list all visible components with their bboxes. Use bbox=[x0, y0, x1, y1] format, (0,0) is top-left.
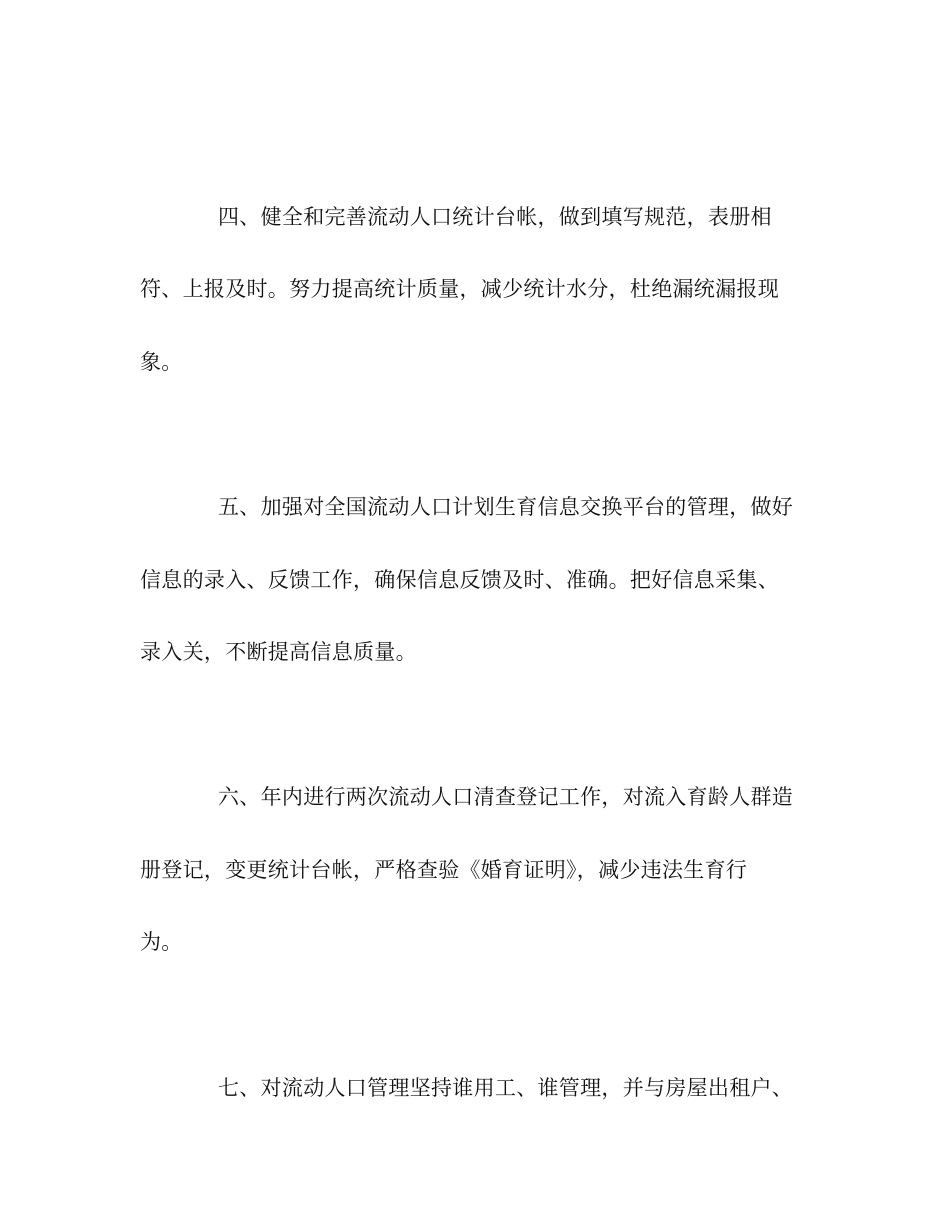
paragraph-line: 七、对流动人口管理坚持谁用工、谁管理，并与房屋出租户、 bbox=[218, 1076, 794, 1100]
paragraph-line: 六、年内进行两次流动人口清查登记工作，对流入育龄人群造 bbox=[218, 785, 794, 809]
paragraph-line: 信息的录入、反馈工作，确保信息反馈及时、准确。把好信息采集、 bbox=[140, 568, 779, 592]
paragraph-line: 象。 bbox=[140, 350, 183, 374]
paragraph-line: 符、上报及时。努力提高统计质量，减少统计水分，杜绝漏统漏报现 bbox=[140, 277, 779, 301]
paragraph-line: 为。 bbox=[140, 930, 183, 954]
paragraph-line: 册登记，变更统计台帐，严格查验《婚育证明》，减少违法生育行 bbox=[140, 858, 748, 882]
paragraph-line: 录入关，不断提高信息质量。 bbox=[140, 640, 417, 664]
paragraph-line: 五、加强对全国流动人口计划生育信息交换平台的管理，做好 bbox=[218, 495, 794, 519]
paragraph-line: 四、健全和完善流动人口统计台帐，做到填写规范，表册相 bbox=[218, 205, 772, 229]
